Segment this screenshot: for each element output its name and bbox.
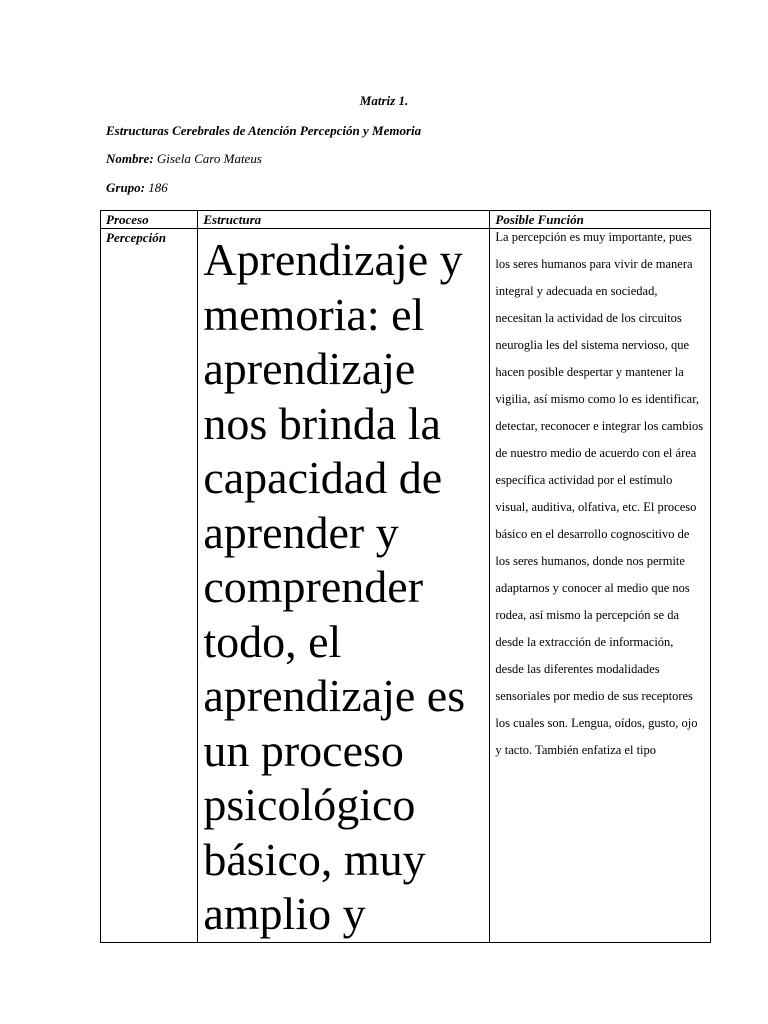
nombre-value: Gisela Caro Mateus — [156, 151, 262, 166]
grupo-line — [106, 180, 168, 196]
grupo-value: 186 — [148, 180, 168, 195]
cell-funcion — [490, 229, 711, 943]
header-proceso: Proceso — [101, 211, 198, 229]
header-estructura: Estructura — [198, 211, 490, 229]
document-title: Matriz 1. — [359, 93, 409, 108]
header-funcion: Posible Función — [490, 211, 711, 229]
cell-proceso: Percepción — [101, 229, 198, 943]
table-row — [101, 229, 711, 943]
matrix-table — [100, 210, 711, 943]
document-subtitle: Estructuras Cerebrales de Atención Percepción y Memoria — [106, 123, 422, 138]
nombre-line — [106, 151, 262, 167]
funcion-text: La percepción es muy importante, pues los seres humanos para vivir de manera integral y adecuada en sociedad, necesitan la actividad de los circuitos neuroglia les del sistema nervioso, que hacen posible despertar y mantener la vigilia, así mismo como lo es identificar, detectar, reconocer e integrar los cambios de nuestro medio de acuerdo con el área específica actividad por el estímulo visual, auditiva, olfativa, etc. El proceso básico en el desarrollo cognoscitivo de los seres humanos, donde nos permite adaptarnos y conocer al medio que nos rodea, así mismo la percepción se da desde la extracción de información, desde las diferentes modalidades sensoriales por medio de sus receptores los cuales son. Lengua, oídos, gusto, ojo y tacto. También enfatiza el tipo — [495, 230, 704, 757]
cell-estructura — [198, 229, 490, 943]
grupo-label: Grupo: — [106, 180, 146, 195]
estructura-text: Aprendizaje y memoria: el aprendizaje nos brinda la capacidad de aprender y comprender todo, el aprendizaje es un proceso psicológico básico, muy amplio y — [203, 234, 466, 939]
nombre-label: Nombre: — [106, 151, 154, 166]
